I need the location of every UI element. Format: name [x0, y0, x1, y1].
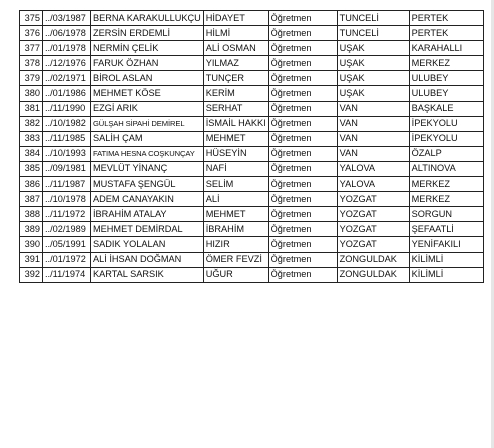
birth-date-cell: ../01/1972 — [43, 252, 91, 267]
father-name-cell: MEHMET — [203, 207, 268, 222]
birth-date-cell: ../11/1974 — [43, 267, 91, 282]
province-cell: ZONGULDAK — [337, 267, 409, 282]
row-number-cell: 376 — [20, 26, 43, 41]
province-cell: YALOVA — [337, 177, 409, 192]
row-number-cell: 392 — [20, 267, 43, 282]
row-number-cell: 375 — [20, 11, 43, 26]
full-name-cell: KARTAL SARSIK — [91, 267, 204, 282]
father-name-cell: SERHAT — [203, 101, 268, 116]
row-number-cell: 379 — [20, 71, 43, 86]
father-name-cell: İBRAHİM — [203, 222, 268, 237]
province-cell: VAN — [337, 131, 409, 146]
row-number-cell: 383 — [20, 131, 43, 146]
title-cell: Öğretmen — [268, 237, 337, 252]
district-cell: ULUBEY — [409, 86, 483, 101]
table-row — [20, 161, 484, 176]
full-name-cell: FARUK ÖZHAN — [91, 56, 204, 71]
father-name-cell: HİDAYET — [203, 11, 268, 26]
title-cell: Öğretmen — [268, 222, 337, 237]
table-row — [20, 146, 484, 161]
row-number-cell: 388 — [20, 207, 43, 222]
province-cell: YALOVA — [337, 161, 409, 176]
records-table — [19, 10, 484, 283]
birth-date-cell: ../11/1985 — [43, 131, 91, 146]
records-body — [20, 11, 484, 283]
district-cell: İPEKYOLU — [409, 131, 483, 146]
title-cell: Öğretmen — [268, 177, 337, 192]
title-cell: Öğretmen — [268, 116, 337, 131]
district-cell: MERKEZ — [409, 192, 483, 207]
row-number-cell: 386 — [20, 177, 43, 192]
district-cell: ÖZALP — [409, 146, 483, 161]
title-cell: Öğretmen — [268, 101, 337, 116]
birth-date-cell: ../01/1986 — [43, 86, 91, 101]
province-cell: YOZGAT — [337, 192, 409, 207]
father-name-cell: MEHMET — [203, 131, 268, 146]
district-cell: PERTEK — [409, 26, 483, 41]
table-row — [20, 267, 484, 282]
table-row — [20, 177, 484, 192]
father-name-cell: SELİM — [203, 177, 268, 192]
title-cell: Öğretmen — [268, 56, 337, 71]
title-cell: Öğretmen — [268, 86, 337, 101]
birth-date-cell: ../11/1987 — [43, 177, 91, 192]
district-cell: KİLİMLİ — [409, 267, 483, 282]
birth-date-cell: ../01/1978 — [43, 41, 91, 56]
full-name-cell: SADIK YOLALAN — [91, 237, 204, 252]
father-name-cell: YILMAZ — [203, 56, 268, 71]
title-cell: Öğretmen — [268, 252, 337, 267]
birth-date-cell: ../10/1982 — [43, 116, 91, 131]
birth-date-cell: ../11/1972 — [43, 207, 91, 222]
district-cell: PERTEK — [409, 11, 483, 26]
father-name-cell: HİLMİ — [203, 26, 268, 41]
district-cell: ALTINOVA — [409, 161, 483, 176]
father-name-cell: NAFİ — [203, 161, 268, 176]
province-cell: YOZGAT — [337, 222, 409, 237]
table-row — [20, 207, 484, 222]
title-cell: Öğretmen — [268, 207, 337, 222]
full-name-cell: GÜLŞAH SİPAHİ DEMİREL — [91, 116, 204, 131]
birth-date-cell: ../02/1989 — [43, 222, 91, 237]
district-cell: MERKEZ — [409, 177, 483, 192]
full-name-cell: MEHMET KÖSE — [91, 86, 204, 101]
province-cell: VAN — [337, 116, 409, 131]
row-number-cell: 381 — [20, 101, 43, 116]
province-cell: TUNCELİ — [337, 11, 409, 26]
title-cell: Öğretmen — [268, 26, 337, 41]
father-name-cell: HIZIR — [203, 237, 268, 252]
row-number-cell: 385 — [20, 161, 43, 176]
full-name-cell: NERMİN ÇELİK — [91, 41, 204, 56]
district-cell: MERKEZ — [409, 56, 483, 71]
father-name-cell: İSMAİL HAKKI — [203, 116, 268, 131]
province-cell: VAN — [337, 146, 409, 161]
father-name-cell: TUNÇER — [203, 71, 268, 86]
table-row — [20, 56, 484, 71]
full-name-cell: MUSTAFA ŞENGÜL — [91, 177, 204, 192]
row-number-cell: 384 — [20, 146, 43, 161]
table-row — [20, 11, 484, 26]
province-cell: YOZGAT — [337, 207, 409, 222]
father-name-cell: ALİ — [203, 192, 268, 207]
district-cell: ŞEFAATLİ — [409, 222, 483, 237]
full-name-cell: ALİ İHSAN DOĞMAN — [91, 252, 204, 267]
full-name-cell: MEHMET DEMİRDAL — [91, 222, 204, 237]
district-cell: İPEKYOLU — [409, 116, 483, 131]
row-number-cell: 389 — [20, 222, 43, 237]
full-name-cell: FATIMA HESNA COŞKUNÇAY — [91, 146, 204, 161]
father-name-cell: UĞUR — [203, 267, 268, 282]
table-row — [20, 71, 484, 86]
district-cell: SORGUN — [409, 207, 483, 222]
father-name-cell: KERİM — [203, 86, 268, 101]
province-cell: VAN — [337, 101, 409, 116]
row-number-cell: 387 — [20, 192, 43, 207]
title-cell: Öğretmen — [268, 71, 337, 86]
table-row — [20, 101, 484, 116]
table-row — [20, 237, 484, 252]
row-number-cell: 382 — [20, 116, 43, 131]
full-name-cell: ZERSİN ERDEMLİ — [91, 26, 204, 41]
district-cell: KİLİMLİ — [409, 252, 483, 267]
row-number-cell: 380 — [20, 86, 43, 101]
district-cell: KARAHALLI — [409, 41, 483, 56]
province-cell: UŞAK — [337, 56, 409, 71]
district-cell: YENİFAKILI — [409, 237, 483, 252]
district-cell: ULUBEY — [409, 71, 483, 86]
table-row — [20, 192, 484, 207]
province-cell: UŞAK — [337, 71, 409, 86]
birth-date-cell: ../05/1991 — [43, 237, 91, 252]
full-name-cell: İBRAHİM ATALAY — [91, 207, 204, 222]
full-name-cell: BERNA KARAKULLUKÇU — [91, 11, 204, 26]
table-row — [20, 252, 484, 267]
province-cell: YOZGAT — [337, 237, 409, 252]
birth-date-cell: ../09/1981 — [43, 161, 91, 176]
birth-date-cell: ../10/1978 — [43, 192, 91, 207]
full-name-cell: EZGİ ARIK — [91, 101, 204, 116]
birth-date-cell: ../03/1987 — [43, 11, 91, 26]
full-name-cell: ADEM CANAYAKIN — [91, 192, 204, 207]
district-cell: BAŞKALE — [409, 101, 483, 116]
full-name-cell: MEVLÜT YİNANÇ — [91, 161, 204, 176]
row-number-cell: 390 — [20, 237, 43, 252]
birth-date-cell: ../12/1976 — [43, 56, 91, 71]
title-cell: Öğretmen — [268, 41, 337, 56]
birth-date-cell: ../11/1990 — [43, 101, 91, 116]
province-cell: UŞAK — [337, 86, 409, 101]
birth-date-cell: ../10/1993 — [43, 146, 91, 161]
row-number-cell: 391 — [20, 252, 43, 267]
title-cell: Öğretmen — [268, 192, 337, 207]
table-row — [20, 131, 484, 146]
table-row — [20, 222, 484, 237]
province-cell: TUNCELİ — [337, 26, 409, 41]
table-row — [20, 116, 484, 131]
birth-date-cell: ../02/1971 — [43, 71, 91, 86]
father-name-cell: ÖMER FEVZİ — [203, 252, 268, 267]
title-cell: Öğretmen — [268, 267, 337, 282]
row-number-cell: 378 — [20, 56, 43, 71]
title-cell: Öğretmen — [268, 161, 337, 176]
full-name-cell: BİROL ASLAN — [91, 71, 204, 86]
table-row — [20, 41, 484, 56]
table-row — [20, 86, 484, 101]
table-row — [20, 26, 484, 41]
title-cell: Öğretmen — [268, 146, 337, 161]
province-cell: UŞAK — [337, 41, 409, 56]
title-cell: Öğretmen — [268, 11, 337, 26]
birth-date-cell: ../06/1978 — [43, 26, 91, 41]
full-name-cell: SALİH ÇAM — [91, 131, 204, 146]
father-name-cell: ALİ OSMAN — [203, 41, 268, 56]
row-number-cell: 377 — [20, 41, 43, 56]
province-cell: ZONGULDAK — [337, 252, 409, 267]
title-cell: Öğretmen — [268, 131, 337, 146]
father-name-cell: HÜSEYİN — [203, 146, 268, 161]
